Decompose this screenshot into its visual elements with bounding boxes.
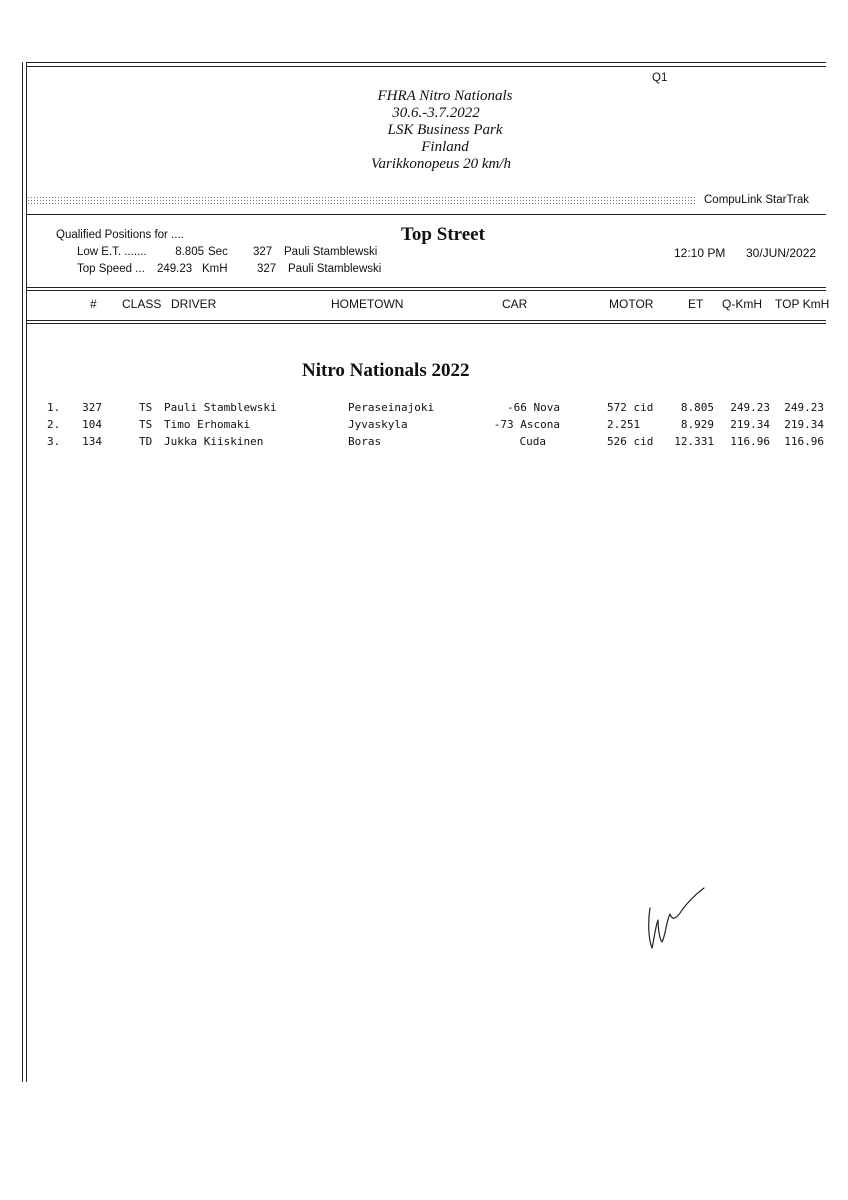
col-header-qkmh: Q-KmH [722,297,762,311]
col-header-driver: DRIVER [171,297,217,311]
low-et-car-number: 327 [253,246,273,258]
row-car: Cuda [519,435,546,448]
header-rule-bottom-inner [26,323,826,324]
report-time: 12:10 PM [674,246,726,260]
event-header [300,88,590,173]
qualified-label: Qualified Positions for .... [56,229,184,241]
top-speed-label: Top Speed ... [77,263,145,275]
top-rule-inner [26,66,826,67]
col-header-number: # [90,297,97,311]
row-motor: 572 cid [607,401,654,414]
col-header-motor: MOTOR [609,297,654,311]
event-country: Finland [421,139,469,155]
dotted-separator [27,196,695,206]
row-topkmh: 116.96 [784,435,824,448]
header-rule-top-inner [26,290,826,291]
top-rule [26,62,826,63]
margin-rule-left [22,62,23,1082]
col-header-car: CAR [502,297,528,311]
row-class: TD [139,435,153,448]
header-rule-top [26,287,826,288]
row-motor: 2.251 [607,418,641,431]
row-driver: Jukka Kiiskinen [164,435,264,448]
col-header-class: CLASS [122,297,162,311]
event-speed-limit: Varikkonopeus 20 km/h [371,156,511,172]
row-position: 2. [47,418,61,431]
class-title: Top Street [401,224,485,245]
row-car: -73 Ascona [493,418,560,431]
row-car: -66 Nova [507,401,560,414]
page-label: Q1 [652,72,668,84]
top-speed-value: 249.23 [157,263,193,275]
row-hometown: Peraseinajoki [348,401,435,414]
band-rule [26,214,826,215]
row-hometown: Jyvaskyla [348,418,408,431]
col-header-hometown: HOMETOWN [331,297,404,311]
event-dates: 30.6.-3.7.2022 [392,105,480,121]
row-qkmh: 249.23 [730,401,770,414]
row-class: TS [139,418,153,431]
row-car-number: 104 [82,418,102,431]
row-qkmh: 116.96 [730,435,770,448]
system-name: CompuLink StarTrak [704,194,810,206]
row-position: 3. [47,435,61,448]
section-title: Nitro Nationals 2022 [302,360,470,381]
signature [640,880,720,960]
row-hometown: Boras [348,435,382,448]
margin-rule-left-inner [26,62,27,1082]
row-car-number: 327 [82,401,102,414]
col-header-topkmh: TOP KmH [775,297,830,311]
top-speed-driver: Pauli Stamblewski [288,263,382,275]
row-driver: Timo Erhomaki [164,418,251,431]
low-et-driver: Pauli Stamblewski [284,246,378,258]
row-qkmh: 219.34 [730,418,770,431]
row-car-number: 134 [82,435,102,448]
report-date: 30/JUN/2022 [746,246,817,260]
row-class: TS [139,401,153,414]
event-venue: LSK Business Park [387,122,503,138]
row-driver: Pauli Stamblewski [164,401,277,414]
low-et-value: 8.805 [175,246,204,258]
row-position: 1. [47,401,61,414]
col-header-et: ET [688,297,704,311]
row-motor: 526 cid [607,435,654,448]
low-et-unit: Sec [208,246,228,258]
top-speed-unit: KmH [202,263,228,275]
header-rule-bottom [26,320,826,321]
row-et: 8.805 [680,401,714,414]
low-et-label: Low E.T. ....... [77,246,147,258]
top-speed-car-number: 327 [257,263,277,275]
row-topkmh: 219.34 [784,418,824,431]
row-topkmh: 249.23 [784,401,824,414]
row-et: 8.929 [680,418,714,431]
event-name: FHRA Nitro Nationals [377,88,513,104]
row-et: 12.331 [674,435,714,448]
